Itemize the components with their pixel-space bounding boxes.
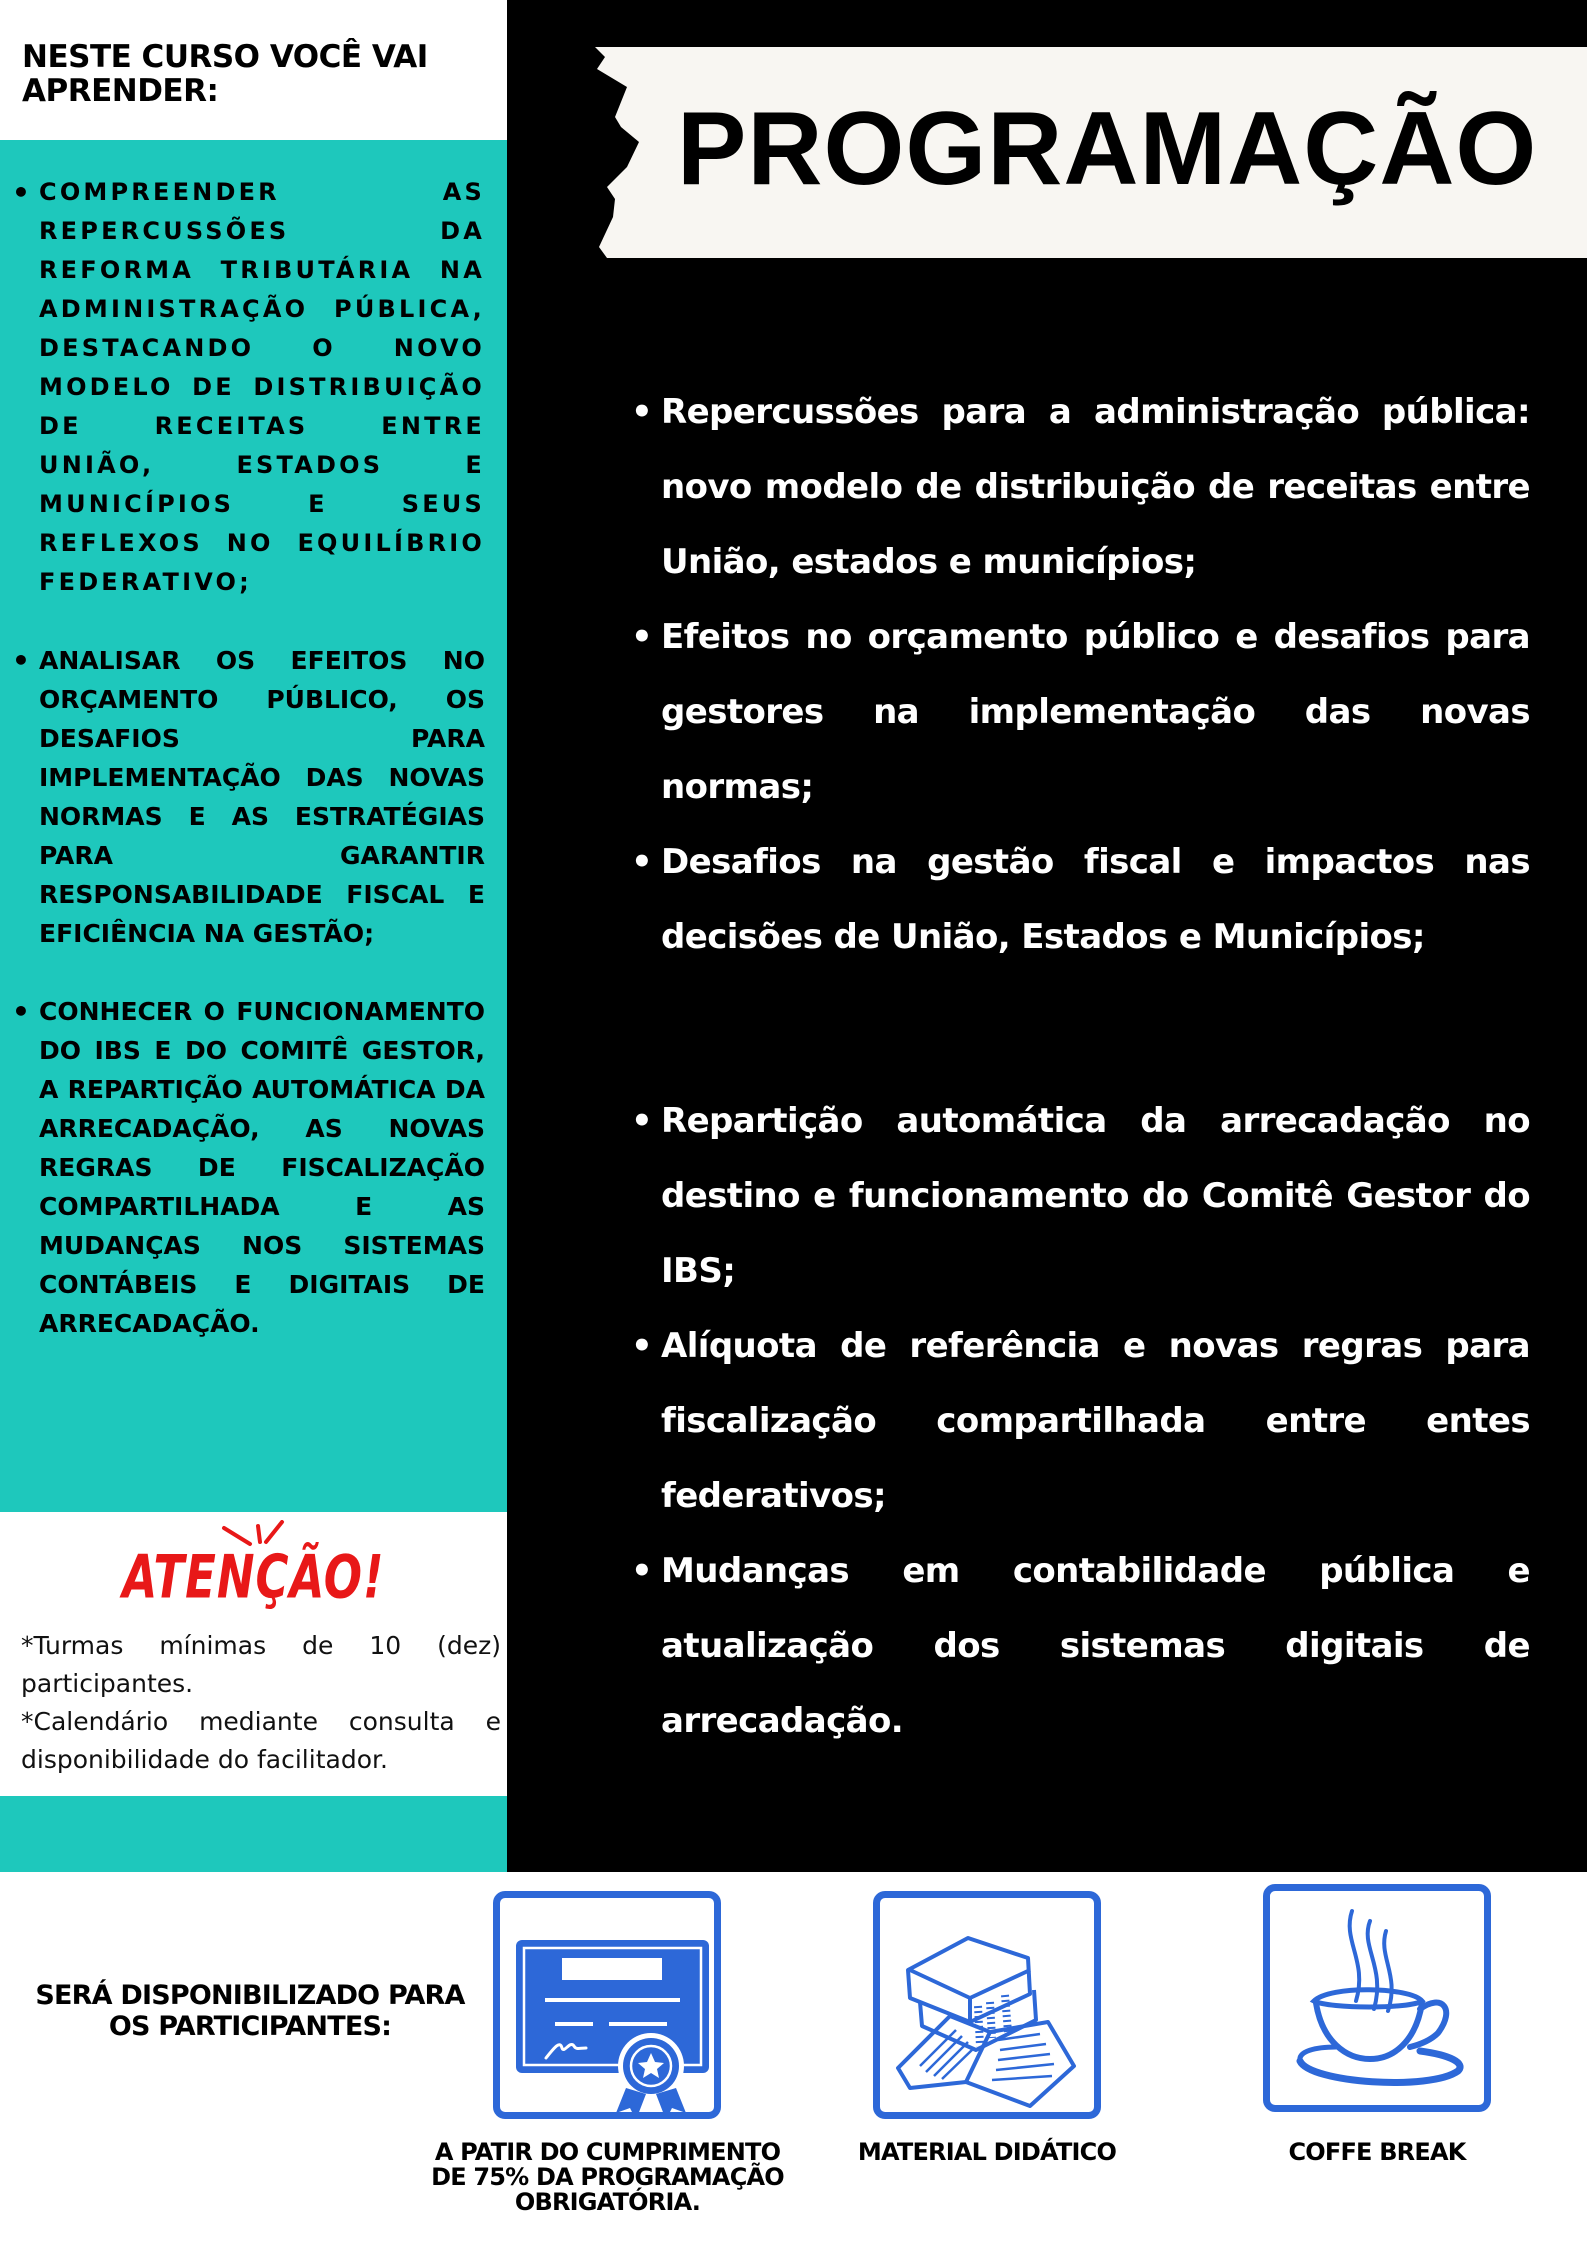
coffee-cup-icon xyxy=(1270,1891,1484,2105)
materials-card xyxy=(873,1891,1101,2119)
learning-objectives-list xyxy=(0,173,507,1382)
learning-objective: • COMPREENDER AS REPERCUSSÕES DA REFORMA TRIBUTÁRIA NA ADMINISTRAÇÃO PÚBLICA, DESTACANDO O NOVO MODELO DE DISTRIBUIÇÃO DE RECEITAS ENTRE UNIÃO, ESTADOS E MUNICÍPIOS E SEUS REFLEXOS NO EQUILÍBRIO FEDERATIVO; xyxy=(0,173,507,602)
program-title: PROGRAMAÇÃO xyxy=(677,91,1538,207)
learning-objective: • CONHECER O FUNCIONAMENTO DO IBS E DO COMITÊ GESTOR, A REPARTIÇÃO AUTOMÁTICA DA ARRECADAÇÃO, AS NOVAS REGRAS DE FISCALIZAÇÃO COMPARTILHADA E AS MUDANÇAS NOS SISTEMAS CONTÁBEIS E DIGITAIS DE ARRECADAÇÃO. xyxy=(0,992,507,1343)
bullet-icon: • xyxy=(631,1101,653,1141)
program-item: • Mudanças em contabilidade pública e atualização dos sistemas digitais de arrecadação. xyxy=(507,1534,1587,1759)
program-item: • Repartição automática da arrecadação no destino e funcionamento do Comitê Gestor do IBS; xyxy=(507,1084,1587,1309)
torn-edge-decoration xyxy=(577,47,657,258)
notice-calendar: *Calendário mediante consulta e disponibilidade do facilitador. xyxy=(21,1707,501,1774)
certificate-icon xyxy=(500,1898,714,2112)
program-list xyxy=(507,375,1587,1759)
bullet-icon: • xyxy=(631,617,653,657)
attention-notice xyxy=(0,1512,507,1796)
learning-objective: • ANALISAR OS EFEITOS NO ORÇAMENTO PÚBLICO, OS DESAFIOS PARA IMPLEMENTAÇÃO DAS NOVAS NORMAS E AS ESTRATÉGIAS PARA GARANTIR RESPONSABILIDADE FISCAL E EFICIÊNCIA NA GESTÃO; xyxy=(0,641,507,953)
left-panel xyxy=(0,0,507,1872)
program-item: • Efeitos no orçamento público e desafios para gestores na implementação das novas normas; xyxy=(507,600,1587,825)
bullet-icon: • xyxy=(12,995,30,1028)
learning-objectives-panel xyxy=(0,140,507,1512)
benefits-section xyxy=(0,1872,1587,2245)
program-item: • Alíquota de referência e novas regras para fiscalização compartilhada entre entes federativos; xyxy=(507,1309,1587,1534)
bullet-icon: • xyxy=(631,1326,653,1366)
materials-caption: MATERIAL DIDÁTICO xyxy=(857,2138,1117,2166)
teal-footer-strip xyxy=(0,1796,507,1872)
bullet-icon: • xyxy=(631,842,653,882)
benefits-label: SERÁ DISPONIBILIZADO PARA OS PARTICIPANTES: xyxy=(35,1980,465,2042)
learn-heading: NESTE CURSO VOCÊ VAI APRENDER: xyxy=(22,39,428,109)
coffee-break-caption: COFFE BREAK xyxy=(1288,2138,1466,2166)
program-title-banner xyxy=(577,47,1587,258)
program-item: • Desafios na gestão fiscal e impactos nas decisões de União, Estados e Municípios; xyxy=(507,825,1587,975)
certificate-caption: A PATIR DO CUMPRIMENTO DE 75% DA PROGRAMAÇÃO OBRIGATÓRIA. xyxy=(431,2138,784,2216)
program-item: • Repercussões para a administração pública: novo modelo de distribuição de receitas entre União, estados e municípios; xyxy=(507,375,1587,600)
books-icon xyxy=(880,1898,1094,2112)
bullet-icon: • xyxy=(12,644,30,677)
certificate-card xyxy=(493,1891,721,2119)
notice-min-class: *Turmas mínimas de 10 (dez) participantes. xyxy=(21,1631,501,1698)
bullet-icon: • xyxy=(631,1551,653,1591)
bullet-icon: • xyxy=(631,392,653,432)
notice-text xyxy=(21,1627,501,1779)
coffee-break-card xyxy=(1263,1884,1491,2112)
attention-title: ATENÇÃO! xyxy=(122,1542,385,1612)
bullet-icon: • xyxy=(12,176,34,209)
program-panel xyxy=(507,0,1587,1872)
attention-title-wrap xyxy=(0,1520,507,1612)
